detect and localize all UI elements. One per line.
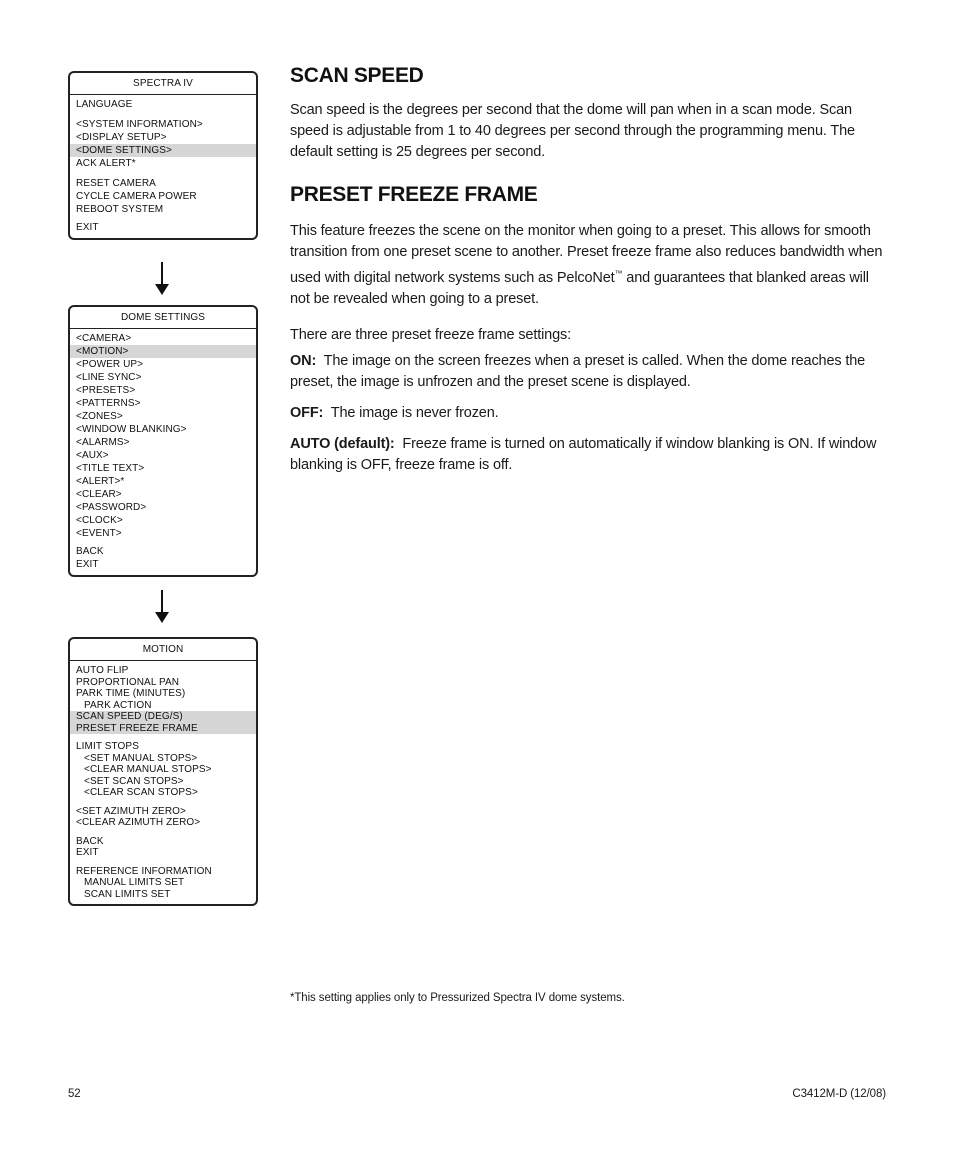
- menu-item-proportional-pan[interactable]: PROPORTIONAL PAN: [76, 676, 180, 688]
- setting-auto: [290, 434, 890, 476]
- menu-item-park-action[interactable]: PARK ACTION: [84, 699, 152, 711]
- preset-freeze-body-part2: and guarantees that blanked areas will not be revealed when going to a preset.: [290, 269, 869, 307]
- menu-item-power-up[interactable]: <POWER UP>: [76, 359, 144, 370]
- section-heading-scan-speed: SCAN SPEED: [290, 64, 424, 87]
- menu-item-park-time[interactable]: PARK TIME (MINUTES): [76, 688, 186, 699]
- menu-item-preset-freeze-frame[interactable]: PRESET FREEZE FRAME: [70, 723, 256, 735]
- menu-item-ack-alert[interactable]: ACK ALERT*: [76, 158, 136, 169]
- menu-item-zones[interactable]: <ZONES>: [76, 411, 123, 422]
- menu-item-language[interactable]: LANGUAGE: [76, 99, 133, 110]
- scan-speed-section: [290, 64, 890, 163]
- menu-item-back[interactable]: BACK: [76, 546, 104, 557]
- preset-freeze-section: [290, 183, 890, 476]
- menu-item-aux[interactable]: <AUX>: [76, 450, 109, 461]
- menu-item-dome-settings[interactable]: <DOME SETTINGS>: [70, 144, 256, 157]
- menu-item-line-sync[interactable]: <LINE SYNC>: [76, 372, 142, 383]
- down-arrow-icon: [161, 262, 163, 285]
- setting-off-label: OFF:: [290, 404, 324, 421]
- menu-title: SPECTRA IV: [70, 73, 256, 95]
- menu-item-motion[interactable]: <MOTION>: [70, 345, 256, 358]
- menu-title: MOTION: [70, 639, 256, 661]
- menu-item-clear-azimuth-zero[interactable]: <CLEAR AZIMUTH ZERO>: [76, 817, 201, 828]
- setting-off-text: The image is never frozen.: [330, 404, 499, 421]
- menu-item-limit-stops[interactable]: LIMIT STOPS: [76, 741, 139, 752]
- menu-item-title-text[interactable]: <TITLE TEXT>: [76, 463, 145, 474]
- setting-on: [290, 351, 890, 393]
- menu-item-back[interactable]: BACK: [76, 835, 104, 847]
- menu-item-alert[interactable]: <ALERT>*: [76, 476, 125, 487]
- menu-item-manual-limits-set: MANUAL LIMITS SET: [84, 877, 185, 888]
- menu-item-exit[interactable]: EXIT: [76, 847, 99, 858]
- menu-item-window-blanking[interactable]: <WINDOW BLANKING>: [76, 424, 187, 435]
- setting-on-text: The image on the screen freezes when a preset is called. When the dome reaches the preset, the image is unfrozen and the preset scene is displayed.: [290, 352, 866, 390]
- menu-item-presets[interactable]: <PRESETS>: [76, 385, 136, 396]
- document-id: C3412M-D (12/08): [792, 1088, 886, 1100]
- setting-off: [290, 403, 890, 424]
- menu-item-camera[interactable]: <CAMERA>: [76, 333, 132, 344]
- dome-settings-menu: [68, 305, 258, 577]
- menu-item-clear[interactable]: <CLEAR>: [76, 489, 122, 500]
- menu-item-patterns[interactable]: <PATTERNS>: [76, 398, 141, 409]
- footnote: *This setting applies only to Pressurized Spectra IV dome systems.: [290, 992, 625, 1004]
- menu-item-display-setup[interactable]: <DISPLAY SETUP>: [76, 132, 167, 143]
- preset-freeze-body-part1: This feature freezes the scene on the monitor when going to a preset. This allows for smooth transition from one preset scene to another. Preset freeze frame also reduces bandwidth when used with digital network systems such as PelcoNet: [290, 223, 883, 286]
- menu-item-system-information[interactable]: <SYSTEM INFORMATION>: [76, 119, 203, 130]
- menu-item-alarms[interactable]: <ALARMS>: [76, 437, 130, 448]
- menu-item-clock[interactable]: <CLOCK>: [76, 515, 123, 526]
- preset-freeze-intro: There are three preset freeze frame settings:: [290, 326, 571, 343]
- menu-item-set-azimuth-zero[interactable]: <SET AZIMUTH ZERO>: [76, 805, 186, 817]
- menu-item-reference-information: REFERENCE INFORMATION: [76, 865, 212, 877]
- menu-item-clear-scan-stops[interactable]: <CLEAR SCAN STOPS>: [84, 787, 198, 798]
- menu-item-auto-flip[interactable]: AUTO FLIP: [76, 665, 129, 676]
- spectra-iv-menu: [68, 71, 258, 240]
- menu-item-password[interactable]: <PASSWORD>: [76, 502, 147, 513]
- down-arrow-icon: [161, 590, 163, 613]
- trademark-symbol: ™: [614, 269, 623, 278]
- motion-menu: [68, 637, 258, 906]
- setting-on-label: ON:: [290, 352, 317, 369]
- setting-auto-text: Freeze frame is turned on automatically if window blanking is ON. If window blanking is OFF, freeze frame is off.: [290, 435, 877, 473]
- menu-item-cycle-camera-power[interactable]: CYCLE CAMERA POWER: [76, 191, 197, 202]
- menu-item-set-manual-stops[interactable]: <SET MANUAL STOPS>: [84, 752, 198, 764]
- menu-item-exit[interactable]: EXIT: [76, 222, 99, 233]
- menu-item-reboot-system[interactable]: REBOOT SYSTEM: [76, 204, 164, 215]
- section-heading-preset-freeze-frame: PRESET FREEZE FRAME: [290, 183, 538, 206]
- menu-item-clear-manual-stops[interactable]: <CLEAR MANUAL STOPS>: [84, 764, 212, 775]
- menu-item-exit[interactable]: EXIT: [76, 559, 99, 570]
- menu-item-scan-limits-set: SCAN LIMITS SET: [84, 888, 171, 900]
- menu-title: DOME SETTINGS: [70, 307, 256, 329]
- menu-item-reset-camera[interactable]: RESET CAMERA: [76, 178, 156, 189]
- menu-item-event[interactable]: <EVENT>: [76, 528, 122, 539]
- menu-item-scan-speed[interactable]: SCAN SPEED (DEG/S): [70, 711, 256, 723]
- preset-freeze-body: [290, 221, 890, 310]
- menu-item-set-scan-stops[interactable]: <SET SCAN STOPS>: [84, 775, 184, 787]
- scan-speed-body: Scan speed is the degrees per second that the dome will pan when in a scan mode. Scan speed is adjustable from 1 to 40 degrees per second through the programming menu. The default setting is 25 degrees per second.: [290, 102, 855, 160]
- setting-auto-label: AUTO (default):: [290, 435, 395, 452]
- page-number: 52: [68, 1088, 81, 1100]
